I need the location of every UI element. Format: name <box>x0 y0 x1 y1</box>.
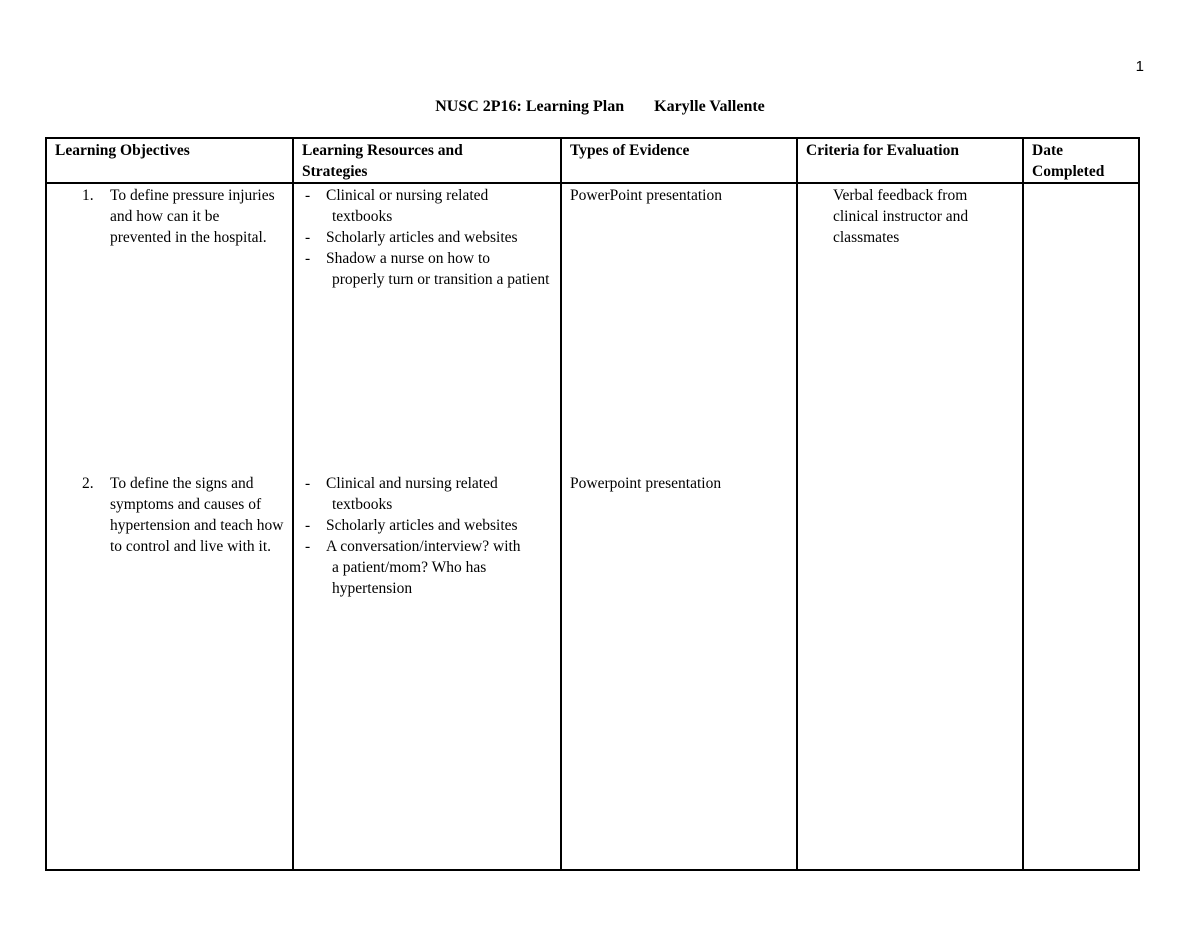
page-number: 1 <box>1135 58 1144 75</box>
objective-text: To define the signs and symptoms and causes of hypertension and teach how to control and live with it. <box>110 475 284 555</box>
table-header-row <box>46 138 1139 183</box>
list-item: - Clinical or nursing related textbooks <box>305 187 489 225</box>
objective-text: To define pressure injuries and how can it be prevented in the hospital. <box>110 187 275 246</box>
header-learning-resources: Learning Resources and Strategies <box>293 138 561 183</box>
list-item: - A conversation/interview? with a patient/mom? Who has hypertension <box>305 538 521 597</box>
date-cell <box>1023 472 1139 870</box>
resources-cell <box>293 472 561 870</box>
header-date-completed: Date Completed <box>1023 138 1139 183</box>
course-title: NUSC 2P16: Learning Plan <box>435 98 625 115</box>
author-name: Karylle Vallente <box>654 98 765 115</box>
list-item: - Clinical and nursing related textbooks <box>305 475 498 513</box>
evidence-cell: Powerpoint presentation <box>561 472 797 870</box>
list-item: - Scholarly articles and websites <box>305 229 518 246</box>
criteria-cell: Verbal feedback from clinical instructor and classmates <box>797 183 1023 472</box>
table-row <box>46 183 1139 472</box>
document-title <box>0 98 1200 116</box>
objective-cell <box>46 183 293 472</box>
objective-cell <box>46 472 293 870</box>
evidence-cell: PowerPoint presentation <box>561 183 797 472</box>
resources-list <box>302 473 552 599</box>
objective-number: 2. <box>82 475 94 492</box>
table-row <box>46 472 1139 870</box>
list-item: - Scholarly articles and websites <box>305 517 518 534</box>
resources-list <box>302 185 552 290</box>
header-criteria-for-evaluation: Criteria for Evaluation <box>797 138 1023 183</box>
learning-plan-table <box>45 137 1140 871</box>
date-cell <box>1023 183 1139 472</box>
header-types-of-evidence: Types of Evidence <box>561 138 797 183</box>
list-item: - Shadow a nurse on how to properly turn or transition a patient <box>305 250 550 288</box>
resources-cell <box>293 183 561 472</box>
header-learning-objectives: Learning Objectives <box>46 138 293 183</box>
criteria-cell <box>797 472 1023 870</box>
objective-number: 1. <box>82 187 94 204</box>
